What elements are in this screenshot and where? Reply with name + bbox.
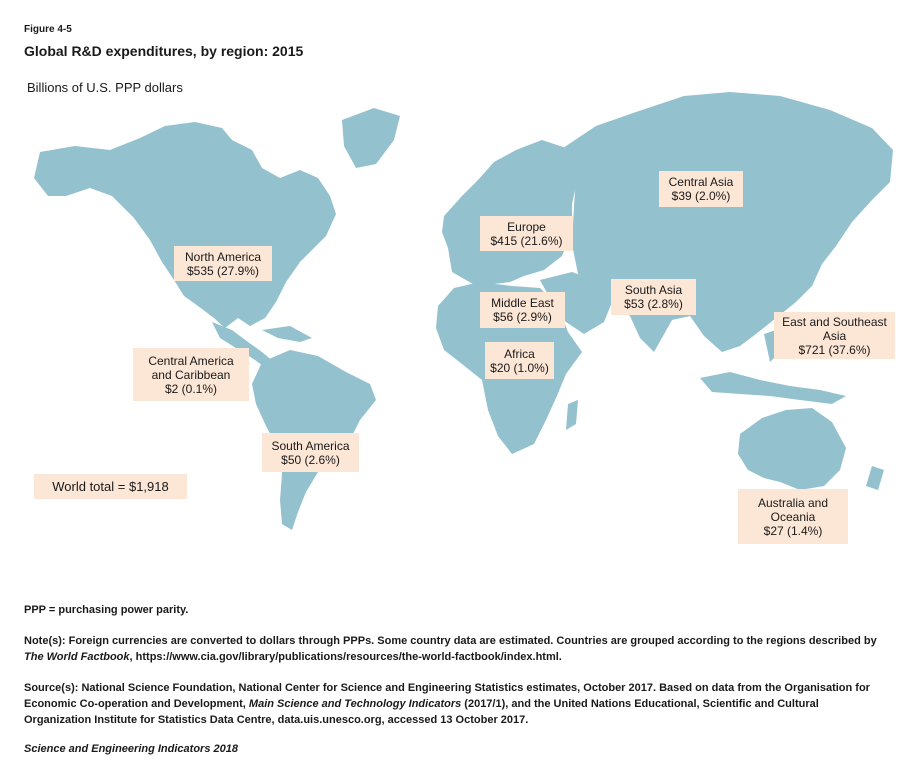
landmass-australia: [738, 408, 846, 490]
ppp-note: PPP = purchasing power parity.: [24, 604, 189, 616]
callout-south-asia: [611, 279, 696, 315]
callout-north-america: [174, 246, 272, 281]
units-label: Billions of U.S. PPP dollars: [27, 80, 183, 95]
region-value: $2 (0.1%): [164, 381, 218, 396]
region-value: $20 (1.0%): [490, 360, 549, 375]
region-name: South America: [271, 438, 350, 453]
source-text: Source(s): National Science Foundation, National Center for Science and Engineering Statistics estimates, October 2017. Based on data from the Organisation for Economic Co-operation and Development,: [24, 682, 870, 710]
region-name-line2: and Caribbean: [151, 367, 231, 382]
region-name: Middle East: [491, 296, 554, 310]
chart-title: Global R&D expenditures, by region: 2015: [24, 43, 304, 59]
callout-australia-oceania: [738, 489, 848, 544]
callout-central-america: [133, 348, 249, 401]
region-name: North America: [184, 249, 262, 264]
callout-central-asia: [659, 171, 743, 207]
world-total: World total = $1,918: [34, 474, 187, 499]
landmass-north-america: [34, 122, 336, 328]
region-name-line1: Central America: [148, 353, 234, 368]
notes: [24, 633, 884, 665]
notes-text-end: , https://www.cia.gov/library/publications/resources/the-world-factbook/index.html.: [129, 651, 562, 663]
callout-africa: [485, 342, 554, 379]
callout-europe: [480, 216, 573, 251]
source-text-end: (2017/1), and the United Nations Educational, Scientific and Cultural Organization Institute for Statistics Data Centre, data.uis.unesco.org, accessed 13 October 2017.: [24, 698, 819, 726]
notes-text: Note(s): Foreign currencies are converted to dollars through PPPs. Some country data are estimated. Countries are grouped according to the regions described by: [24, 635, 877, 647]
region-value: $535 (27.9%): [186, 263, 260, 278]
callout-middle-east: [480, 292, 565, 328]
landmass-caribbean: [262, 326, 312, 342]
region-name: South Asia: [624, 283, 683, 297]
landmass-madagascar: [566, 400, 578, 430]
region-value: $721 (37.6%): [798, 342, 871, 357]
region-value: $39 (2.0%): [671, 189, 731, 203]
region-value: $56 (2.9%): [493, 310, 552, 324]
region-name: Africa: [504, 346, 535, 361]
region-value: $53 (2.8%): [624, 297, 683, 311]
sources: [24, 680, 884, 728]
region-value: $50 (2.6%): [281, 452, 340, 467]
region-name-line2: Asia: [822, 328, 847, 343]
region-name: Europe: [507, 219, 546, 234]
region-name-line1: East and Southeast: [782, 314, 887, 329]
callout-south-america: [262, 433, 359, 472]
region-name-line1: Australia and: [757, 495, 829, 510]
region-value: $27 (1.4%): [763, 523, 823, 538]
region-name-line2: Oceania: [770, 509, 816, 524]
region-name: Central Asia: [668, 175, 734, 189]
landmass-new-zealand: [866, 466, 884, 490]
landmass-southeast-asia-islands: [700, 372, 846, 404]
figure-label: Figure 4-5: [24, 24, 72, 35]
callout-east-southeast-asia: [774, 312, 895, 359]
source-italic: Main Science and Technology Indicators: [248, 698, 462, 710]
landmass-greenland: [342, 108, 400, 168]
publication-name: Science and Engineering Indicators 2018: [24, 743, 238, 755]
region-value: $415 (21.6%): [490, 233, 563, 248]
notes-italic: The World Factbook: [24, 651, 130, 663]
